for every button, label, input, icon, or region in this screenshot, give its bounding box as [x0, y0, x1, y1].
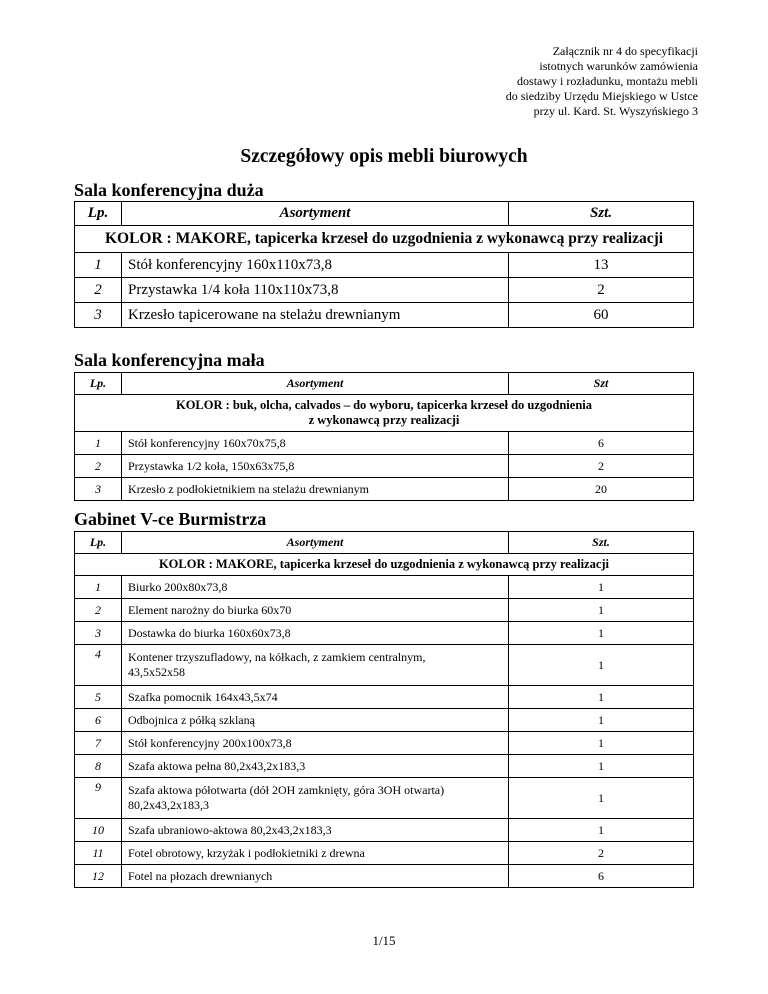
cell-lp: 4	[75, 645, 122, 686]
attachment-note-line: do siedziby Urzędu Miejskiego w Ustce	[505, 89, 698, 103]
cell-lp: 10	[75, 819, 122, 842]
table-row	[75, 432, 694, 455]
column-header-lp: Lp.	[75, 373, 122, 395]
cell-qty: 60	[509, 303, 694, 328]
cell-lp: 1	[75, 576, 122, 599]
cell-lp: 2	[75, 599, 122, 622]
column-header-lp: Lp.	[75, 532, 122, 554]
table-row	[75, 819, 694, 842]
column-header-assortment: Asortyment	[122, 532, 509, 554]
column-header-assortment: Asortyment	[122, 202, 509, 226]
cell-name	[122, 645, 509, 686]
cell-name: Przystawka 1/2 koła, 150x63x75,8	[122, 455, 509, 478]
cell-lp: 11	[75, 842, 122, 865]
cell-lp: 12	[75, 865, 122, 888]
cell-name: Element narożny do biurka 60x70	[122, 599, 509, 622]
table-header-row	[75, 202, 694, 226]
cell-name: Dostawka do biurka 160x60x73,8	[122, 622, 509, 645]
table-row	[75, 709, 694, 732]
cell-name: Stół konferencyjny 160x70x75,8	[122, 432, 509, 455]
cell-qty: 1	[509, 732, 694, 755]
table-row	[75, 253, 694, 278]
color-note-line: KOLOR : buk, olcha, calvados – do wyboru, tapicerka krzeseł do uzgodnienia	[175, 398, 592, 412]
cell-lp: 7	[75, 732, 122, 755]
document-title: Szczegółowy opis mebli biurowych	[240, 146, 528, 167]
cell-lp: 3	[75, 622, 122, 645]
cell-name: Biurko 200x80x73,8	[122, 576, 509, 599]
cell-name: Krzesło z podłokietnikiem na stelażu drewnianym	[122, 478, 509, 501]
table-row	[75, 576, 694, 599]
table-row	[75, 865, 694, 888]
cell-qty: 1	[509, 778, 694, 819]
table-row	[75, 778, 694, 819]
table-row	[75, 278, 694, 303]
color-note: KOLOR : MAKORE, tapicerka krzeseł do uzgodnienia z wykonawcą przy realizacji	[75, 554, 694, 576]
cell-name: Przystawka 1/4 koła 110x110x73,8	[122, 278, 509, 303]
cell-lp: 3	[75, 478, 122, 501]
table-row	[75, 622, 694, 645]
column-header-qty: Szt	[509, 373, 694, 395]
attachment-note	[506, 44, 698, 119]
color-note: KOLOR : MAKORE, tapicerka krzeseł do uzgodnienia z wykonawcą przy realizacji	[75, 226, 694, 253]
cell-name: Stół konferencyjny 200x100x73,8	[122, 732, 509, 755]
cell-qty: 1	[509, 709, 694, 732]
attachment-note-line: dostawy i rozładunku, montażu mebli	[517, 74, 698, 88]
table-header-row	[75, 532, 694, 554]
color-note-line: z wykonawcą przy realizacji	[308, 413, 460, 427]
table-row	[75, 842, 694, 865]
furniture-table	[74, 531, 694, 888]
table-row	[75, 599, 694, 622]
attachment-note-line: Załącznik nr 4 do specyfikacji	[552, 44, 698, 58]
cell-lp: 1	[75, 253, 122, 278]
cell-qty: 6	[509, 865, 694, 888]
cell-qty: 1	[509, 599, 694, 622]
color-note-row	[75, 554, 694, 576]
color-note-row	[75, 226, 694, 253]
cell-name-line: 80,2x43,2x183,3	[128, 798, 209, 812]
section-heading: Gabinet V-ce Burmistrza	[74, 509, 267, 529]
cell-lp: 2	[75, 455, 122, 478]
cell-lp: 9	[75, 778, 122, 819]
cell-qty: 6	[509, 432, 694, 455]
cell-lp: 3	[75, 303, 122, 328]
cell-name: Stół konferencyjny 160x110x73,8	[122, 253, 509, 278]
table-row	[75, 303, 694, 328]
page-number: 1/15	[372, 933, 396, 948]
table-row	[75, 455, 694, 478]
cell-name: Fotel na płozach drewnianych	[122, 865, 509, 888]
cell-name: Szafka pomocnik 164x43,5x74	[122, 686, 509, 709]
cell-qty: 1	[509, 576, 694, 599]
cell-name: Odbojnica z półką szklaną	[122, 709, 509, 732]
furniture-table	[74, 372, 694, 501]
cell-lp: 2	[75, 278, 122, 303]
cell-qty: 13	[509, 253, 694, 278]
color-note	[75, 395, 694, 432]
cell-qty: 2	[509, 278, 694, 303]
cell-lp: 8	[75, 755, 122, 778]
attachment-note-line: przy ul. Kard. St. Wyszyńskiego 3	[533, 104, 698, 118]
attachment-note-line: istotnych warunków zamówienia	[539, 59, 698, 73]
cell-name-line: Szafa aktowa półotwarta (dół 2OH zamknięty, góra 3OH otwarta)	[128, 783, 445, 797]
column-header-assortment: Asortyment	[122, 373, 509, 395]
cell-qty: 1	[509, 686, 694, 709]
cell-lp: 5	[75, 686, 122, 709]
cell-name	[122, 778, 509, 819]
section-heading: Sala konferencyjna duża	[74, 180, 264, 200]
table-row	[75, 478, 694, 501]
cell-name: Krzesło tapicerowane na stelażu drewnianym	[122, 303, 509, 328]
cell-qty: 20	[509, 478, 694, 501]
cell-name: Szafa ubraniowo-aktowa 80,2x43,2x183,3	[122, 819, 509, 842]
column-header-qty: Szt.	[509, 202, 694, 226]
table-row	[75, 686, 694, 709]
column-header-qty: Szt.	[509, 532, 694, 554]
furniture-table	[74, 201, 694, 328]
cell-lp: 6	[75, 709, 122, 732]
cell-qty: 1	[509, 755, 694, 778]
cell-name-line: 43,5x52x58	[128, 665, 185, 679]
cell-lp: 1	[75, 432, 122, 455]
column-header-lp: Lp.	[75, 202, 122, 226]
cell-qty: 1	[509, 819, 694, 842]
cell-qty: 2	[509, 455, 694, 478]
cell-name: Szafa aktowa pełna 80,2x43,2x183,3	[122, 755, 509, 778]
table-header-row	[75, 373, 694, 395]
cell-qty: 1	[509, 622, 694, 645]
table-row	[75, 645, 694, 686]
cell-qty: 1	[509, 645, 694, 686]
color-note-row	[75, 395, 694, 432]
cell-name-line: Kontener trzyszufladowy, na kółkach, z zamkiem centralnym,	[128, 650, 426, 664]
section-heading: Sala konferencyjna mała	[74, 350, 265, 370]
cell-name: Fotel obrotowy, krzyżak i podłokietniki z drewna	[122, 842, 509, 865]
cell-qty: 2	[509, 842, 694, 865]
table-row	[75, 732, 694, 755]
table-row	[75, 755, 694, 778]
